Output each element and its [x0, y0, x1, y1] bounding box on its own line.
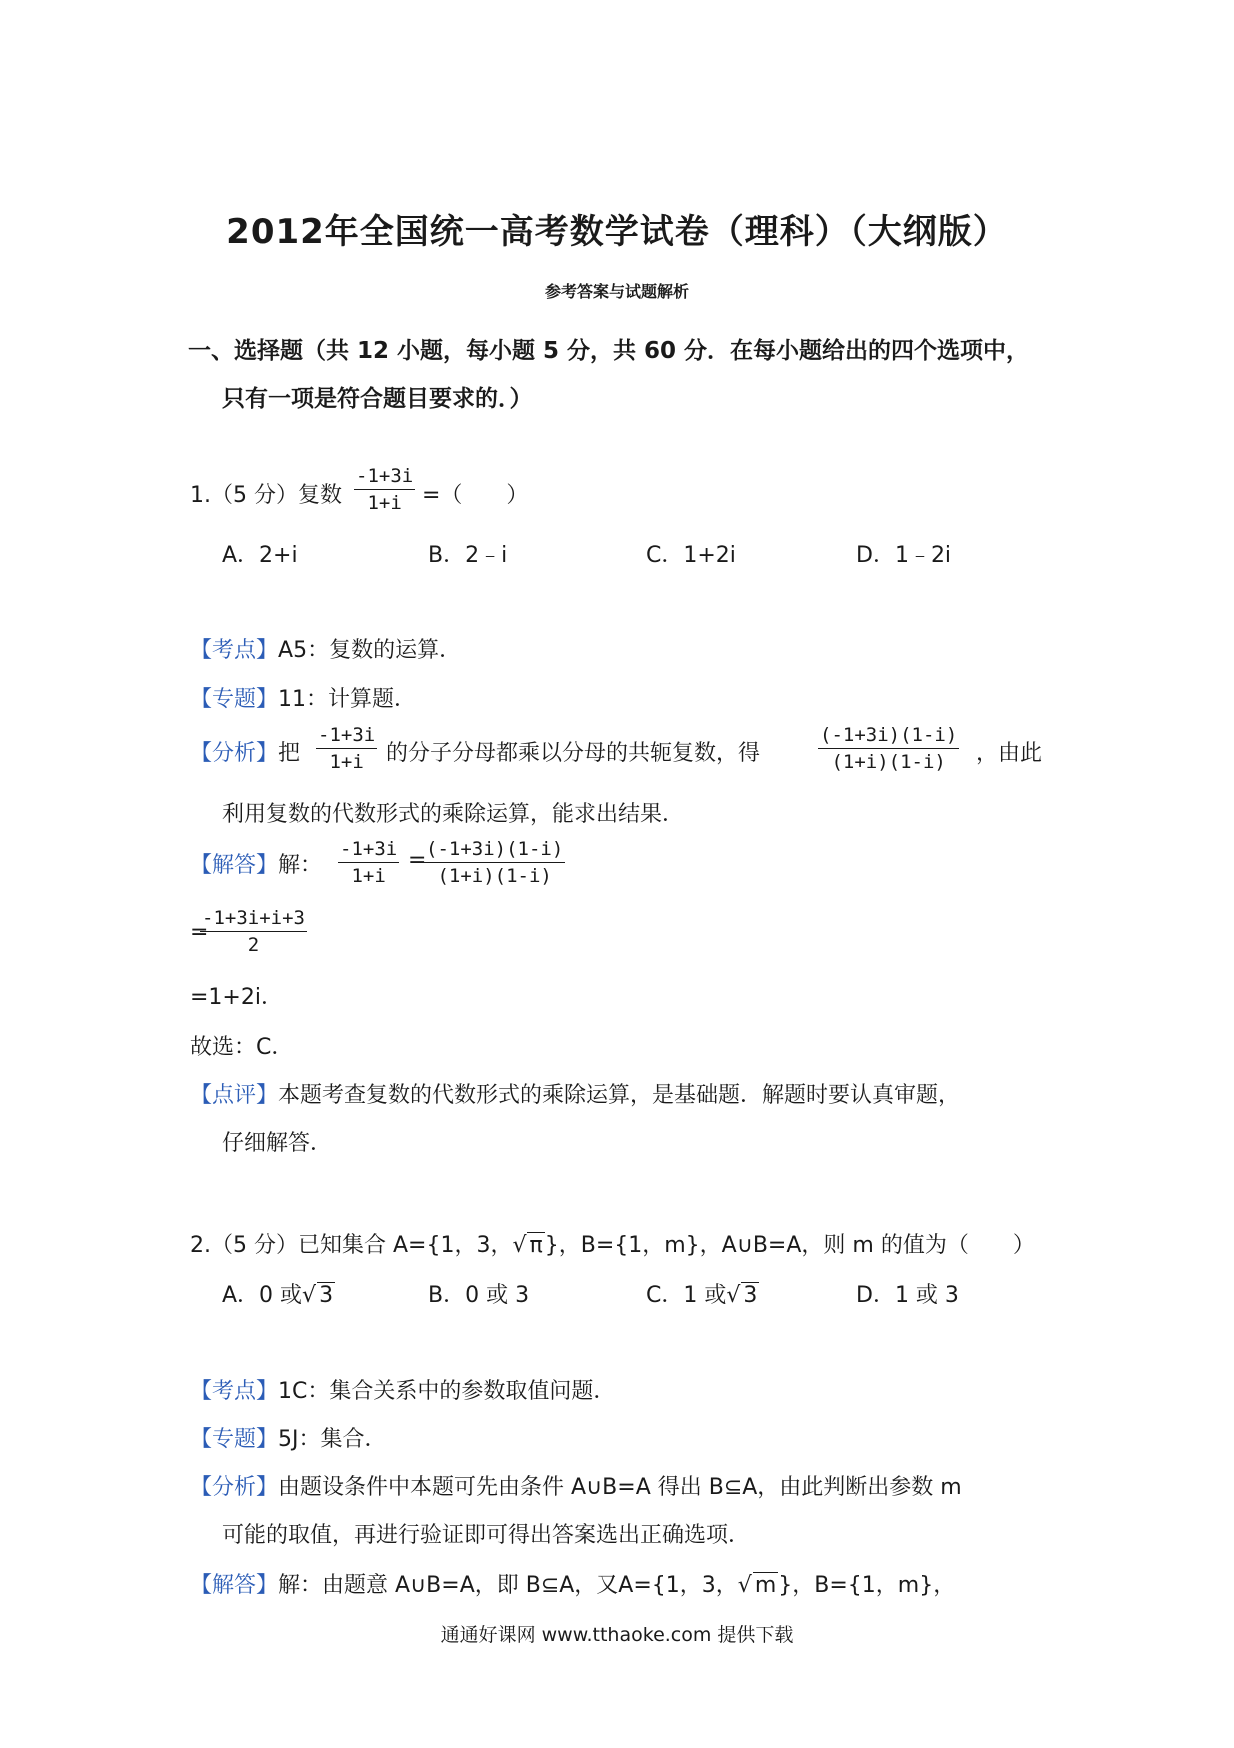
- q1-choose: 故选：C．: [190, 1035, 294, 1060]
- q1-jieda-num2: (-1+3i)(1-i): [424, 836, 565, 863]
- dianping-tag: 【点评】: [190, 1083, 279, 1108]
- q2-fenxi-line2: 可能的取值，再进行验证即可得出答案选出正确选项．: [222, 1523, 751, 1548]
- q2-fenxi-text: 由题设条件中本题可先由条件 A∪B=A 得出 B⊆A，由此判断出参数 m: [278, 1475, 962, 1500]
- q2-jieda-a: 解：由题意 A∪B=A，即 B⊆A，又A={1，3，: [278, 1573, 738, 1598]
- q1-fenxi-den1: 1+i: [329, 751, 364, 773]
- q2-stem-b: }，B={1，m}，A∪B=A，则 m 的值为（ ）: [544, 1233, 1035, 1258]
- q1-prefix: 1.（5 分）复数: [190, 483, 342, 508]
- zhuanti-tag: 【专题】: [190, 1427, 279, 1452]
- q2-zhuanti: [190, 1422, 387, 1453]
- q1-step2-eq: =: [190, 920, 209, 945]
- q1-option-c: C．1+2i: [646, 543, 736, 568]
- q2-stem: [190, 1228, 1035, 1259]
- q2-option-a-sqrt-symbol: √: [302, 1283, 317, 1308]
- q1-jieda-start: [190, 848, 322, 879]
- q1-step3: =1+2i．: [190, 985, 283, 1010]
- q2-zhuanti-text: 5J：集合．: [278, 1427, 387, 1452]
- q1-option-a: A．2+i: [222, 543, 298, 568]
- q2-option-c-text: C．1 或: [646, 1283, 727, 1308]
- q1-fenxi-line2: 利用复数的代数形式的乘除运算，能求出结果．: [222, 802, 685, 827]
- q1-fraction: [354, 463, 415, 516]
- q1-fenxi-fraction-2: [818, 722, 959, 775]
- q1-jieda-num1: -1+3i: [338, 836, 399, 863]
- section-heading-line2: 只有一项是符合题目要求的．）: [222, 386, 533, 412]
- q2-stem-radicand: π: [529, 1233, 543, 1258]
- q1-kaodian: [190, 633, 461, 664]
- page-subtitle: 参考答案与试题解析: [544, 282, 689, 301]
- q1-fraction-denominator: 1+i: [367, 492, 402, 514]
- section-heading-line1: 一、选择题（共 12 小题，每小题 5 分，共 60 分．在每小题给出的四个选项中，: [188, 338, 1030, 364]
- q1-zhuanti-text: 11：计算题．: [278, 687, 417, 712]
- q2-option-c-sqrt-symbol: √: [726, 1283, 741, 1308]
- kaodian-tag: 【考点】: [190, 638, 279, 663]
- q1-kaodian-text: A5：复数的运算．: [278, 638, 462, 663]
- q1-fenxi-a: 把: [278, 741, 301, 766]
- q1-jieda-fraction-1: [338, 836, 399, 889]
- q1-fenxi-num2: (-1+3i)(1-i): [818, 722, 959, 749]
- q1-option-d: D．1﹣2i: [856, 543, 952, 568]
- jieda-tag: 【解答】: [190, 853, 279, 878]
- kaodian-tag: 【考点】: [190, 1379, 279, 1404]
- q2-option-d: D．1 或 3: [856, 1283, 959, 1308]
- q1-step2-den: 2: [247, 934, 260, 956]
- q1-fenxi-start: [190, 736, 300, 767]
- q2-jieda-radicand: m: [754, 1573, 777, 1598]
- q2-kaodian-text: 1C：集合关系中的参数取值问题．: [278, 1379, 616, 1404]
- q2-sqrt-symbol: √: [512, 1233, 527, 1258]
- jieda-tag: 【解答】: [190, 1573, 279, 1598]
- fenxi-tag: 【分析】: [190, 741, 279, 766]
- q1-jieda-a: 解：: [278, 853, 323, 878]
- q1-dianping-line2: 仔细解答．: [222, 1131, 333, 1156]
- q1-fenxi-den2: (1+i)(1-i): [831, 751, 946, 773]
- q2-jieda-sqrt-symbol: √: [737, 1573, 752, 1598]
- q2-fenxi: [190, 1470, 962, 1501]
- zhuanti-tag: 【专题】: [190, 687, 279, 712]
- q1-jieda-den1: 1+i: [351, 865, 386, 887]
- q1-dianping: [190, 1078, 960, 1109]
- page-title: 2012年全国统一高考数学试卷（理科）（大纲版）: [226, 212, 1008, 252]
- q1-suffix: =（ ）: [422, 483, 529, 508]
- fenxi-tag: 【分析】: [190, 1475, 279, 1500]
- q1-step2-fraction: [200, 905, 307, 958]
- q1-option-b: B．2﹣i: [428, 543, 508, 568]
- q2-option-c-radicand: 3: [743, 1283, 758, 1308]
- q2-kaodian: [190, 1374, 615, 1405]
- q1-fenxi-c: ，由此: [976, 741, 1043, 766]
- q1-fraction-numerator: -1+3i: [354, 463, 415, 490]
- q2-option-a-text: A．0 或: [222, 1283, 303, 1308]
- q2-stem-a: 2.（5 分）已知集合 A={1，3，: [190, 1233, 513, 1258]
- q1-fenxi-fraction-1: [316, 722, 377, 775]
- q2-option-a-radicand: 3: [319, 1283, 334, 1308]
- q1-dianping-text: 本题考查复数的代数形式的乘除运算，是基础题．解题时要认真审题，: [278, 1083, 961, 1108]
- q2-option-c: [646, 1278, 759, 1309]
- q1-jieda-den2: (1+i)(1-i): [437, 865, 552, 887]
- q2-option-b: B．0 或 3: [428, 1283, 530, 1308]
- q1-fenxi-num1: -1+3i: [316, 722, 377, 749]
- q2-jieda-b: }，B={1，m}，: [778, 1573, 956, 1598]
- q1-jieda-eq: =: [408, 848, 427, 873]
- page-footer: 通通好课网 www.tthaoke.com 提供下载: [440, 1624, 794, 1646]
- q1-fenxi-b: 的分子分母都乘以分母的共轭复数，得: [386, 741, 761, 766]
- q1-jieda-fraction-2: [424, 836, 565, 889]
- q2-option-a: [222, 1278, 335, 1309]
- q2-jieda: [190, 1568, 955, 1599]
- q1-zhuanti: [190, 682, 416, 713]
- q1-step2-num: -1+3i+i+3: [200, 905, 307, 932]
